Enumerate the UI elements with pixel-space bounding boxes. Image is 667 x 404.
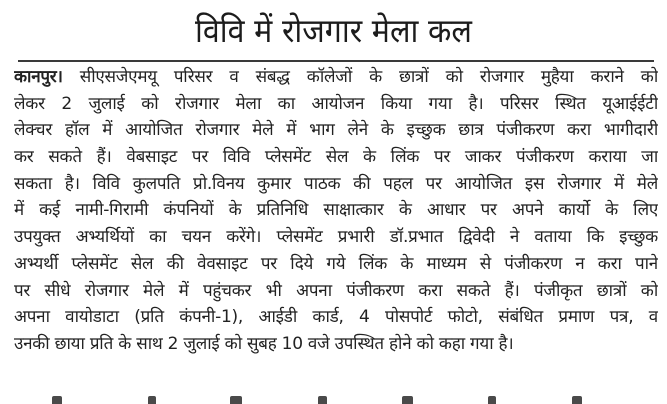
headline: विवि में रोजगार मेला कल: [195, 11, 472, 50]
glyph-fragment: [230, 396, 242, 404]
glyph-fragment: [148, 396, 156, 404]
article-body: [14, 64, 658, 358]
article-line-6: में कई नामी-गिरामी कंपनियों के प्रतिनिधि साक्षात्कार के आधार पर अपने कार्यो के लिए: [14, 200, 658, 221]
cut-off-next-line-fragment: [0, 396, 667, 404]
article-line-10: अपना वायोडाटा (प्रति कंपनी-1), आईडी कार्ड, 4 पोसपोर्ट फोटो, संबंधित प्रमाण पत्र, व: [14, 307, 658, 328]
article-line-5: सकता है। विवि कुलपति प्रो.विनय कुमार पाठक की पहल पर आयोजित इस रोजगार में मेले: [14, 173, 658, 194]
article-line-1-text: सीएसजेएमयू परिसर व संबद्ध कॉलेजों के छात्रों को रोजगार मुहैया कराने को: [79, 67, 658, 87]
glyph-fragment: [488, 396, 496, 404]
article-line-9: पर सीधे रोजगार मेले में पहुंचकर भी अपना पंजीकरण करा सकते हैं। पंजीकृत छात्रों को: [14, 280, 658, 301]
article-line-11: उनकी छाया प्रति के साथ 2 जुलाई को सुबह 10 वजे उपस्थित होने को कहा गया है।: [14, 333, 514, 354]
glyph-fragment: [52, 396, 62, 404]
article-line-2: लेकर 2 जुलाई को रोजगार मेला का आयोजन किया गया है। परिसर स्थित यूआईईटी: [14, 93, 658, 114]
article-line-3: लेक्चर हॉल में आयोजित रोजगार मेले में भाग लेने के इच्छुक छात्र पंजीकरण करा भागीदारी: [14, 120, 658, 141]
glyph-fragment: [318, 396, 327, 404]
glyph-fragment: [572, 396, 582, 404]
article-line-1: [14, 64, 658, 91]
article-line-4: कर सकते हैं। वेबसाइट पर विवि प्लेसमेंट सेल के लिंक पर जाकर पंजीकरण कराया जा: [14, 147, 658, 168]
headline-divider: [18, 60, 654, 62]
glyph-fragment: [402, 396, 413, 404]
dateline: कानपुर।: [14, 67, 63, 87]
article-line-7: उपयुक्त अभ्यर्थियों का चयन करेंगे। प्लेसमेंट प्रभारी डॉ.प्रभात द्विवेदी ने वताया कि इच्छुक: [14, 227, 658, 248]
article-line-8: अभ्यर्थी प्लेसमेंट सेल की वेवसाइट पर दिये गये लिंक के माध्यम से पंजीकरण न करा पाने: [14, 253, 658, 274]
